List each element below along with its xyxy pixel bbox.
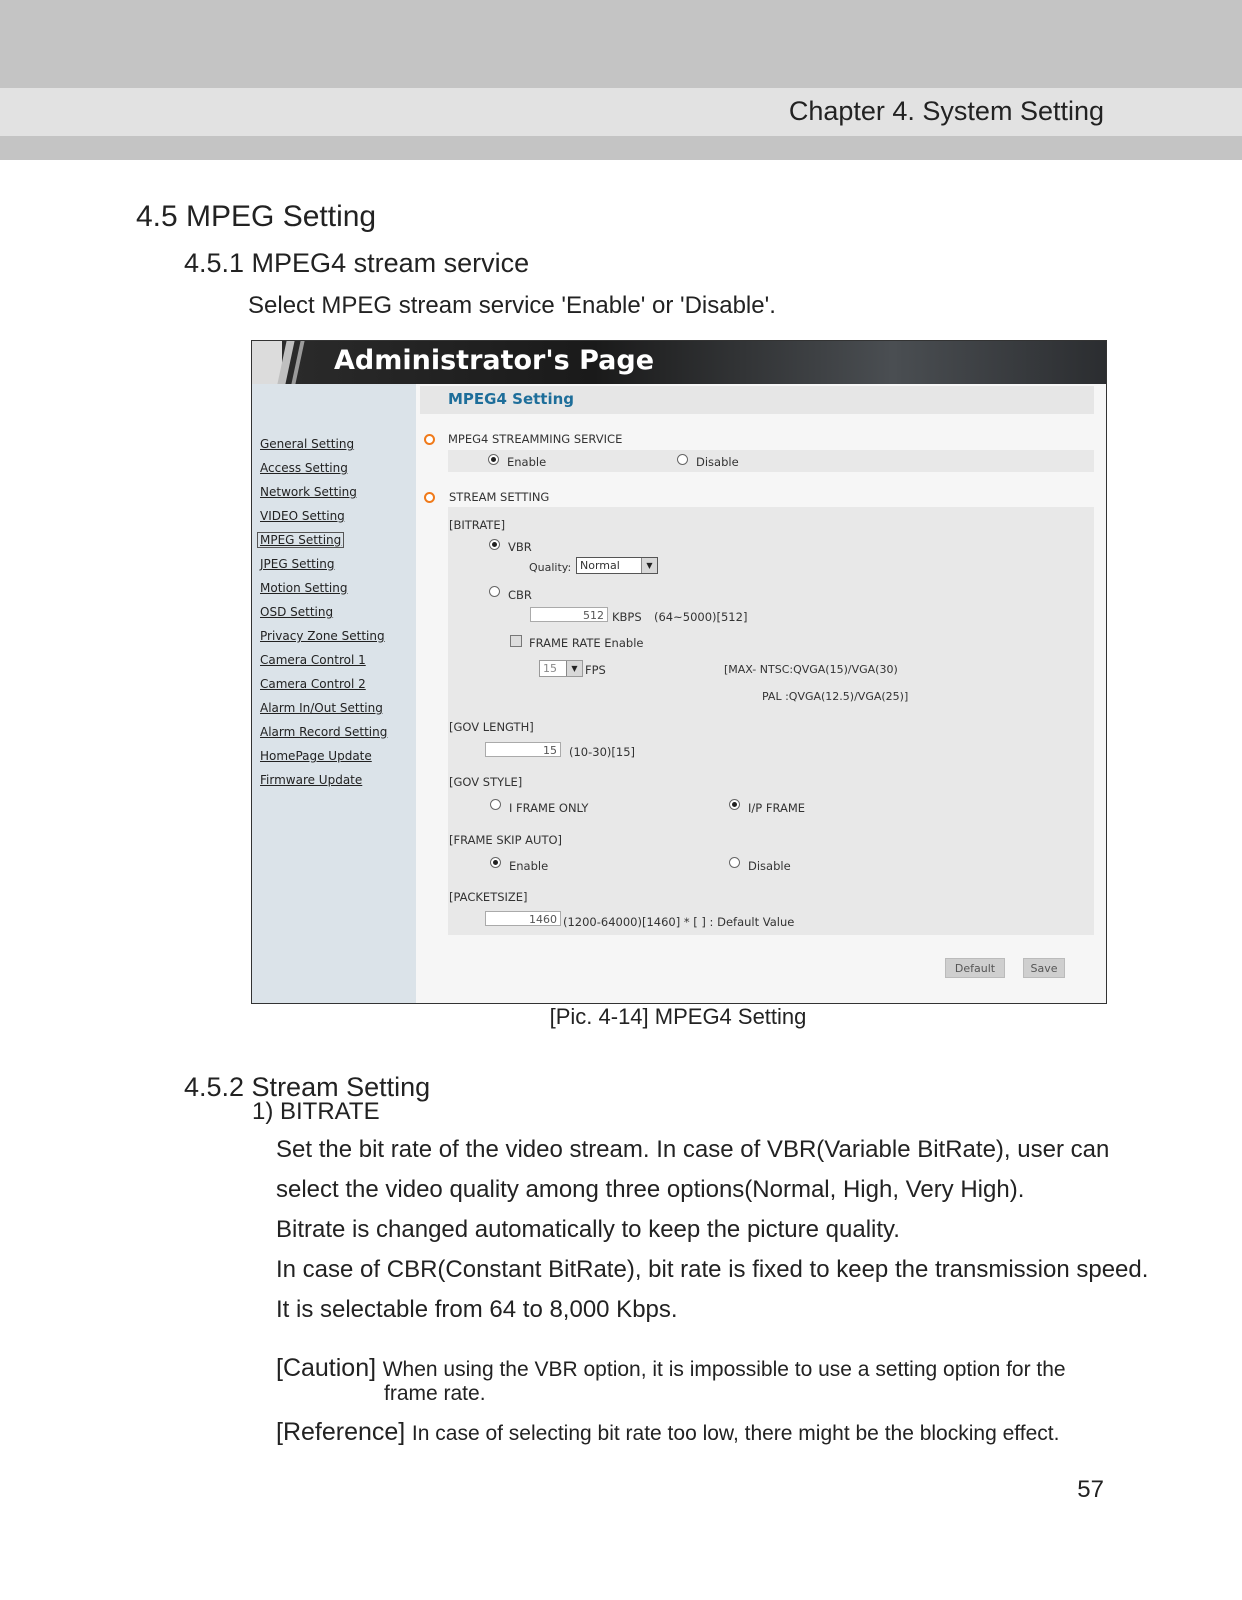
bitrate-label: [BITRATE] [449,518,506,532]
header-band-bottom [0,136,1242,160]
nav-firmware-update[interactable]: Firmware Update [260,773,363,787]
admin-page-screenshot [251,340,1107,1004]
body-line-2: select the video quality among three options(Normal, High, Very High). [276,1176,1025,1203]
nav-homepage-update[interactable]: HomePage Update [260,749,372,763]
reference-key: [Reference] [276,1418,406,1446]
packetsize-label: [PACKETSIZE] [449,890,528,904]
save-button[interactable]: Save [1023,958,1065,978]
frame-skip-label: [FRAME SKIP AUTO] [449,833,563,847]
section-header [420,386,1094,414]
frame-rate-enable-checkbox[interactable] [510,635,522,647]
page-number: 57 [1077,1476,1104,1503]
fps-select[interactable] [539,660,583,677]
banner-deco [252,341,282,384]
caution-text: When using the VBR option, it is impossible to use a setting option for the [382,1358,1066,1381]
cbr-label: CBR [508,588,532,602]
subsection-title-2: 4.5.2 Stream Setting [184,1072,431,1102]
admin-banner [252,341,1106,384]
section-header-title: MPEG4 Setting [448,390,575,408]
body-line-5: It is selectable from 64 to 8,000 Kbps. [276,1296,678,1323]
banner-title: Administrator's Page [334,345,655,376]
bullet-icon [424,434,435,445]
max-pal-note: PAL :QVGA(12.5)/VGA(25)] [762,690,909,703]
nav-general-setting[interactable]: General Setting [260,437,355,451]
body-line-4: In case of CBR(Constant BitRate), bit rate is fixed to keep the transmission speed. [276,1256,1149,1283]
bitrate-heading: 1) BITRATE [252,1098,380,1125]
skip-enable-label: Enable [509,859,549,873]
ip-frame-radio[interactable] [729,799,740,810]
quality-select[interactable] [576,557,658,574]
bullet-icon [424,492,435,503]
chapter-title: Chapter 4. System Setting [788,96,1104,126]
nav-camera-control-1[interactable]: Camera Control 1 [260,653,366,667]
skip-enable-radio[interactable] [490,857,501,868]
nav-video-setting[interactable]: VIDEO Setting [260,509,345,523]
packetsize-input[interactable]: 1460 [485,911,561,926]
packetsize-range: (1200-64000)[1460] * [ ] : Default Value [563,915,795,929]
nav-osd-setting[interactable]: OSD Setting [260,605,334,619]
reference-note [276,1418,1059,1447]
frame-rate-enable-label: FRAME RATE Enable [529,636,644,650]
fps-select-value: 15 [543,662,557,675]
body-line-3: Bitrate is changed automatically to keep the picture quality. [276,1216,900,1243]
caution-key: [Caution] [276,1354,377,1382]
i-frame-only-label: I FRAME ONLY [509,801,589,815]
gov-length-label: [GOV LENGTH] [449,720,534,734]
gov-length-range: (10-30)[15] [569,745,635,759]
cbr-radio[interactable] [489,586,500,597]
header-band-top [0,0,1242,88]
cbr-range: (64~5000)[512] [654,610,748,624]
streaming-disable-radio[interactable] [677,454,688,465]
gov-length-input[interactable]: 15 [485,742,561,757]
quality-label: Quality: [529,561,572,574]
nav-camera-control-2[interactable]: Camera Control 2 [260,677,366,691]
reference-text: In case of selecting bit rate too low, there might be the blocking effect. [411,1422,1060,1445]
streaming-enable-label: Enable [507,455,547,469]
nav-alarm-record-setting[interactable]: Alarm Record Setting [260,725,388,739]
skip-disable-label: Disable [748,859,791,873]
caution-text-continued: frame rate. [384,1382,486,1405]
ip-frame-label: I/P FRAME [748,801,806,815]
vbr-radio[interactable] [489,539,500,550]
subsection-title-1: 4.5.1 MPEG4 stream service [184,248,530,278]
nav-mpeg-setting[interactable]: MPEG Setting [260,533,342,547]
stream-setting-title: STREAM SETTING [449,490,550,504]
banner-stripe [291,341,304,384]
streaming-enable-radio[interactable] [488,454,499,465]
max-ntsc-note: [MAX- NTSC:QVGA(15)/VGA(30) [724,663,898,676]
skip-disable-radio[interactable] [729,857,740,868]
caution-note [276,1354,1066,1383]
admin-sidebar [252,384,416,1003]
nav-motion-setting[interactable]: Motion Setting [260,581,348,595]
nav-privacy-zone-setting[interactable]: Privacy Zone Setting [260,629,385,643]
default-button[interactable]: Default [945,958,1005,978]
nav-network-setting[interactable]: Network Setting [260,485,357,499]
streaming-disable-label: Disable [696,455,739,469]
figure-caption: [Pic. 4-14] MPEG4 Setting [549,1004,807,1029]
cbr-unit: KBPS [612,610,642,624]
cbr-kbps-input[interactable]: 512 [530,607,608,622]
chevron-down-icon: ▼ [641,558,657,573]
nav-access-setting[interactable]: Access Setting [260,461,348,475]
section-title: 4.5 MPEG Setting [136,200,377,233]
fps-unit: FPS [585,663,606,677]
streaming-service-title: MPEG4 STREAMMING SERVICE [448,432,623,446]
vbr-label: VBR [508,540,532,554]
i-frame-only-radio[interactable] [490,799,501,810]
gov-style-label: [GOV STYLE] [449,775,523,789]
nav-jpeg-setting[interactable]: JPEG Setting [260,557,335,571]
quality-select-value: Normal [580,559,620,572]
body-line-1: Set the bit rate of the video stream. In case of VBR(Variable BitRate), user can [276,1136,1110,1163]
chevron-down-icon: ▼ [566,661,582,676]
nav-alarm-in-out-setting[interactable]: Alarm In/Out Setting [260,701,383,715]
subsection-1-text: Select MPEG stream service 'Enable' or 'Disable'. [248,292,776,319]
